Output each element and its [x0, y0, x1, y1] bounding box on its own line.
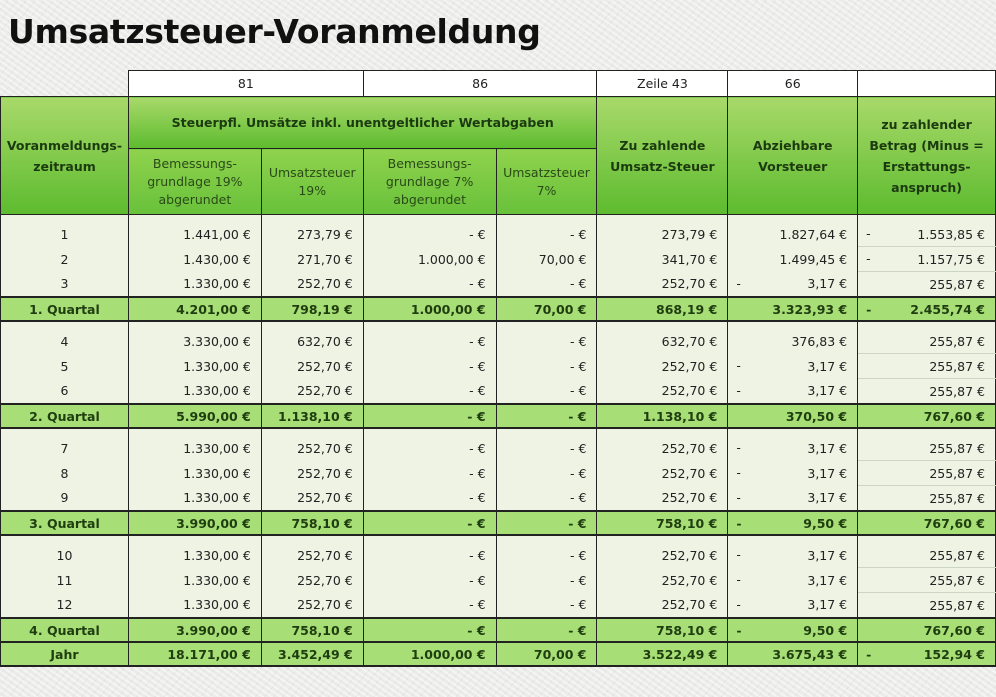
minus-sign: - [736, 440, 741, 455]
table-row [1, 354, 996, 379]
amount-value: 2.455,74 € [910, 301, 985, 317]
amount-value: 3,17 € [807, 597, 848, 613]
bet-cell[interactable] [858, 642, 996, 666]
amount-value: 255,87 € [929, 358, 985, 374]
kennzahl-zeile-43[interactable]: Zeile 43 [597, 71, 728, 97]
spacer-cell [858, 215, 996, 223]
spacer-cell [496, 215, 597, 223]
minus-sign: - [866, 647, 872, 662]
ust19-cell[interactable]: 252,70 € [261, 379, 363, 405]
ust19-cell[interactable]: 3.452,49 € [261, 642, 363, 666]
header-vorsteuer[interactable]: Abziehbare Vorsteuer [728, 97, 858, 215]
minus-sign: - [736, 571, 741, 587]
spacer-cell [363, 215, 496, 223]
ust-cell[interactable]: 758,10 € [597, 618, 728, 642]
vat-table [0, 70, 996, 667]
bem19-cell[interactable]: 18.171,00 € [128, 642, 261, 666]
spacer-cell [728, 321, 858, 329]
ust7-cell[interactable]: - € [496, 486, 597, 512]
ust-cell[interactable]: 341,70 € [597, 247, 728, 272]
ust19-cell[interactable]: 798,19 € [261, 297, 363, 321]
ust19-cell[interactable]: 252,70 € [261, 486, 363, 512]
ust19-cell[interactable]: 758,10 € [261, 511, 363, 535]
bet-cell[interactable] [858, 486, 996, 512]
spacer-cell [261, 428, 363, 436]
spacer-cell [1, 321, 129, 329]
amount-value: 767,60 € [923, 408, 985, 424]
vst-cell[interactable] [728, 642, 858, 666]
bet-cell[interactable] [858, 436, 996, 461]
minus-sign: - [736, 382, 741, 398]
ust-cell[interactable]: 868,19 € [597, 297, 728, 321]
minus-sign: - [736, 596, 741, 612]
kennzahl-86[interactable]: 86 [363, 71, 597, 97]
spacer-cell [128, 428, 261, 436]
amount-value: 3,17 € [807, 383, 848, 399]
bem7-cell[interactable]: - € [363, 568, 496, 593]
header-steuerpfl[interactable]: Steuerpfl. Umsätze inkl. unentgeltlicher Wertabgaben [128, 97, 597, 149]
spacer-cell [496, 535, 597, 543]
vst-cell[interactable] [728, 354, 858, 379]
header-ust7[interactable]: Umsatzsteuer 7% [496, 149, 597, 215]
ust7-cell[interactable]: - € [496, 461, 597, 486]
table-row [1, 222, 996, 247]
vst-cell[interactable] [728, 222, 858, 247]
bem7-cell[interactable]: - € [363, 511, 496, 535]
minus-sign: - [736, 464, 741, 480]
period-cell[interactable]: 10 [1, 543, 129, 568]
vst-cell[interactable] [728, 511, 858, 535]
kennzahl-blank-cell [1, 71, 129, 97]
vst-cell[interactable] [728, 543, 858, 568]
spacer-cell [128, 215, 261, 223]
amount-value: 3,17 € [807, 547, 848, 563]
bet-cell[interactable] [858, 354, 996, 379]
bem7-cell[interactable]: - € [363, 593, 496, 619]
ust19-cell[interactable]: 252,70 € [261, 568, 363, 593]
spacer-cell [597, 321, 728, 329]
amount-value: 255,87 € [929, 333, 985, 349]
ust7-cell[interactable]: - € [496, 593, 597, 619]
ust19-cell[interactable]: 632,70 € [261, 329, 363, 354]
bem19-cell[interactable]: 3.990,00 € [128, 511, 261, 535]
period-cell[interactable]: 6 [1, 379, 129, 405]
period-cell[interactable]: 3. Quartal [1, 511, 129, 535]
group-spacer [1, 535, 996, 543]
ust7-cell[interactable]: - € [496, 618, 597, 642]
summary-row [1, 404, 996, 428]
amount-value: 3,17 € [807, 465, 848, 481]
group-spacer [1, 428, 996, 436]
ust7-cell[interactable]: - € [496, 354, 597, 379]
period-cell[interactable]: 9 [1, 486, 129, 512]
period-cell[interactable]: 11 [1, 568, 129, 593]
period-cell[interactable]: Jahr [1, 642, 129, 666]
period-cell[interactable]: 3 [1, 272, 129, 298]
minus-sign: - [736, 357, 741, 373]
bem7-cell[interactable]: - € [363, 404, 496, 428]
period-cell[interactable]: 7 [1, 436, 129, 461]
header-bem7[interactable]: Bemessungs-grundlage 7% abgerundet [363, 149, 496, 215]
spacer-cell [363, 321, 496, 329]
vst-cell[interactable] [728, 461, 858, 486]
ust19-cell[interactable]: 273,79 € [261, 222, 363, 247]
kennzahl-66[interactable]: 66 [728, 71, 858, 97]
bet-cell[interactable] [858, 222, 996, 247]
table-row [1, 272, 996, 298]
amount-value: 152,94 € [923, 646, 985, 662]
header-zeitraum[interactable]: Voranmeldungs-zeitraum [1, 97, 129, 215]
header-row-top [1, 97, 996, 149]
spacer-cell [261, 321, 363, 329]
spacer-cell [496, 321, 597, 329]
header-ust19[interactable]: Umsatzsteuer 19% [261, 149, 363, 215]
vst-cell[interactable] [728, 404, 858, 428]
amount-value: 1.553,85 € [917, 226, 985, 242]
spacer-cell [128, 321, 261, 329]
bem7-cell[interactable]: - € [363, 486, 496, 512]
spacer-cell [261, 535, 363, 543]
amount-value: 9,50 € [803, 515, 848, 531]
spacer-cell [261, 215, 363, 223]
ust19-cell[interactable]: 1.138,10 € [261, 404, 363, 428]
amount-value: 1.827,64 € [779, 226, 848, 242]
minus-sign: - [736, 516, 742, 531]
bem19-cell[interactable]: 3.330,00 € [128, 329, 261, 354]
ust19-cell[interactable]: 252,70 € [261, 354, 363, 379]
spacer-cell [1, 428, 129, 436]
ust-cell[interactable]: 273,79 € [597, 222, 728, 247]
ust19-cell[interactable]: 252,70 € [261, 436, 363, 461]
spacer-cell [597, 215, 728, 223]
ust-cell[interactable]: 252,70 € [597, 436, 728, 461]
kennzahl-row [1, 71, 996, 97]
minus-sign: - [736, 489, 741, 505]
ust-cell[interactable]: 252,70 € [597, 379, 728, 405]
spacer-cell [858, 321, 996, 329]
ust-cell[interactable]: 252,70 € [597, 593, 728, 619]
period-cell[interactable]: 2 [1, 247, 129, 272]
group-spacer [1, 215, 996, 223]
ust19-cell[interactable]: 252,70 € [261, 461, 363, 486]
ust7-cell[interactable]: - € [496, 543, 597, 568]
table-row [1, 593, 996, 619]
ust7-cell[interactable]: - € [496, 222, 597, 247]
amount-value: 3,17 € [807, 490, 848, 506]
table-row [1, 461, 996, 486]
amount-value: 255,87 € [929, 490, 985, 506]
bem7-cell[interactable]: 1.000,00 € [363, 642, 496, 666]
bet-cell[interactable] [858, 247, 996, 272]
vst-cell[interactable] [728, 436, 858, 461]
summary-row [1, 297, 996, 321]
minus-sign: - [736, 547, 741, 562]
period-cell[interactable]: 4. Quartal [1, 618, 129, 642]
bet-cell[interactable] [858, 404, 996, 428]
bem19-cell[interactable]: 1.330,00 € [128, 543, 261, 568]
bet-cell[interactable] [858, 272, 996, 298]
table-row [1, 568, 996, 593]
ust19-cell[interactable]: 252,70 € [261, 272, 363, 298]
period-cell[interactable]: 8 [1, 461, 129, 486]
group-spacer [1, 321, 996, 329]
ust19-cell[interactable]: 758,10 € [261, 618, 363, 642]
spacer-cell [1, 535, 129, 543]
bem7-cell[interactable]: - € [363, 461, 496, 486]
ust7-cell[interactable]: 70,00 € [496, 642, 597, 666]
bet-cell[interactable] [858, 379, 996, 405]
bem19-cell[interactable]: 1.330,00 € [128, 461, 261, 486]
amount-value: 3,17 € [807, 276, 848, 292]
vst-cell[interactable] [728, 593, 858, 619]
vst-cell[interactable] [728, 297, 858, 321]
bem7-cell[interactable]: - € [363, 379, 496, 405]
spacer-cell [363, 428, 496, 436]
amount-value: 1.499,45 € [779, 251, 848, 267]
bem7-cell[interactable]: - € [363, 543, 496, 568]
ust-cell[interactable]: 252,70 € [597, 543, 728, 568]
bem19-cell[interactable]: 4.201,00 € [128, 297, 261, 321]
ust7-cell[interactable]: 70,00 € [496, 247, 597, 272]
table-row [1, 379, 996, 405]
amount-value: 767,60 € [923, 622, 985, 638]
amount-value: 255,87 € [929, 597, 985, 613]
amount-value: 767,60 € [923, 515, 985, 531]
ust-cell[interactable]: 252,70 € [597, 461, 728, 486]
bem7-cell[interactable]: - € [363, 222, 496, 247]
ust-cell[interactable]: 252,70 € [597, 272, 728, 298]
amount-value: 376,83 € [791, 333, 848, 349]
kennzahl-empty[interactable] [858, 71, 996, 97]
bem19-cell[interactable]: 1.330,00 € [128, 486, 261, 512]
spacer-cell [858, 535, 996, 543]
bem7-cell[interactable]: - € [363, 436, 496, 461]
bem7-cell[interactable]: - € [363, 272, 496, 298]
bem7-cell[interactable]: - € [363, 618, 496, 642]
minus-sign: - [866, 226, 871, 241]
amount-value: 3.323,93 € [772, 301, 848, 317]
ust7-cell[interactable]: - € [496, 329, 597, 354]
header-bem19[interactable]: Bemessungs-grundlage 19% abgerundet [128, 149, 261, 215]
table-row [1, 247, 996, 272]
spacer-cell [1, 215, 129, 223]
ust-cell[interactable]: 1.138,10 € [597, 404, 728, 428]
spacer-cell [363, 535, 496, 543]
bem19-cell[interactable]: 3.990,00 € [128, 618, 261, 642]
summary-row [1, 511, 996, 535]
bem7-cell[interactable]: - € [363, 329, 496, 354]
ust-cell[interactable]: 3.522,49 € [597, 642, 728, 666]
ust7-cell[interactable]: - € [496, 379, 597, 405]
amount-value: 255,87 € [929, 465, 985, 481]
ust-cell[interactable]: 252,70 € [597, 486, 728, 512]
ust7-cell[interactable]: - € [496, 511, 597, 535]
minus-sign: - [736, 623, 742, 638]
kennzahl-81[interactable]: 81 [128, 71, 363, 97]
period-cell[interactable]: 1. Quartal [1, 297, 129, 321]
period-cell[interactable]: 4 [1, 329, 129, 354]
bet-cell[interactable] [858, 297, 996, 321]
bem7-cell[interactable]: 1.000,00 € [363, 297, 496, 321]
bem19-cell[interactable]: 1.441,00 € [128, 222, 261, 247]
ust-cell[interactable]: 758,10 € [597, 511, 728, 535]
spacer-cell [728, 215, 858, 223]
ust19-cell[interactable]: 252,70 € [261, 543, 363, 568]
amount-value: 1.157,75 € [917, 251, 985, 267]
bem19-cell[interactable]: 1.330,00 € [128, 272, 261, 298]
vst-cell[interactable] [728, 379, 858, 405]
spacer-cell [858, 428, 996, 436]
period-cell[interactable]: 2. Quartal [1, 404, 129, 428]
ust7-cell[interactable]: - € [496, 436, 597, 461]
page-title: Umsatzsteuer-Voranmeldung [8, 12, 541, 51]
vst-cell[interactable] [728, 329, 858, 354]
bem7-cell[interactable]: - € [363, 354, 496, 379]
vst-cell[interactable] [728, 568, 858, 593]
amount-value: 3,17 € [807, 572, 848, 588]
summary-row [1, 642, 996, 666]
spacer-cell [728, 428, 858, 436]
header-zahlende-ust[interactable]: Zu zahlende Umsatz-Steuer [597, 97, 728, 215]
bet-cell[interactable] [858, 329, 996, 354]
amount-value: 255,87 € [929, 383, 985, 399]
ust19-cell[interactable]: 252,70 € [261, 593, 363, 619]
amount-value: 255,87 € [929, 572, 985, 588]
table-row [1, 329, 996, 354]
minus-sign: - [866, 302, 872, 317]
bem19-cell[interactable]: 1.330,00 € [128, 568, 261, 593]
period-cell[interactable]: 1 [1, 222, 129, 247]
spacer-cell [496, 428, 597, 436]
amount-value: 255,87 € [929, 276, 985, 292]
header-betrag[interactable]: zu zahlender Betrag (Minus = Erstattungs-anspruch) [858, 97, 996, 215]
table-row [1, 486, 996, 512]
table-row [1, 543, 996, 568]
bet-cell[interactable] [858, 618, 996, 642]
ust7-cell[interactable]: - € [496, 568, 597, 593]
bem19-cell[interactable]: 1.430,00 € [128, 247, 261, 272]
spacer-cell [597, 428, 728, 436]
ust7-cell[interactable]: - € [496, 404, 597, 428]
summary-row [1, 618, 996, 642]
bem19-cell[interactable]: 1.330,00 € [128, 354, 261, 379]
bem19-cell[interactable]: 1.330,00 € [128, 593, 261, 619]
amount-value: 255,87 € [929, 440, 985, 456]
bem19-cell[interactable]: 5.990,00 € [128, 404, 261, 428]
bem7-cell[interactable]: 1.000,00 € [363, 247, 496, 272]
amount-value: 3,17 € [807, 440, 848, 456]
period-cell[interactable]: 12 [1, 593, 129, 619]
amount-value: 3.675,43 € [772, 646, 848, 662]
ust-cell[interactable]: 252,70 € [597, 568, 728, 593]
spacer-cell [128, 535, 261, 543]
vst-cell[interactable] [728, 247, 858, 272]
spacer-cell [728, 535, 858, 543]
bet-cell[interactable] [858, 511, 996, 535]
ust19-cell[interactable]: 271,70 € [261, 247, 363, 272]
amount-value: 3,17 € [807, 358, 848, 374]
ust-cell[interactable]: 632,70 € [597, 329, 728, 354]
bet-cell[interactable] [858, 568, 996, 593]
spacer-cell [597, 535, 728, 543]
vst-cell[interactable] [728, 486, 858, 512]
table-row [1, 436, 996, 461]
ust-cell[interactable]: 252,70 € [597, 354, 728, 379]
bem19-cell[interactable]: 1.330,00 € [128, 379, 261, 405]
amount-value: 9,50 € [803, 622, 848, 638]
bet-cell[interactable] [858, 593, 996, 619]
vst-cell[interactable] [728, 272, 858, 298]
minus-sign: - [866, 251, 871, 266]
bem19-cell[interactable]: 1.330,00 € [128, 436, 261, 461]
minus-sign: - [736, 275, 741, 291]
period-cell[interactable]: 5 [1, 354, 129, 379]
amount-value: 255,87 € [929, 547, 985, 563]
bet-cell[interactable] [858, 461, 996, 486]
amount-value: 370,50 € [785, 408, 848, 424]
ust7-cell[interactable]: - € [496, 272, 597, 298]
ust7-cell[interactable]: 70,00 € [496, 297, 597, 321]
vst-cell[interactable] [728, 618, 858, 642]
bet-cell[interactable] [858, 543, 996, 568]
